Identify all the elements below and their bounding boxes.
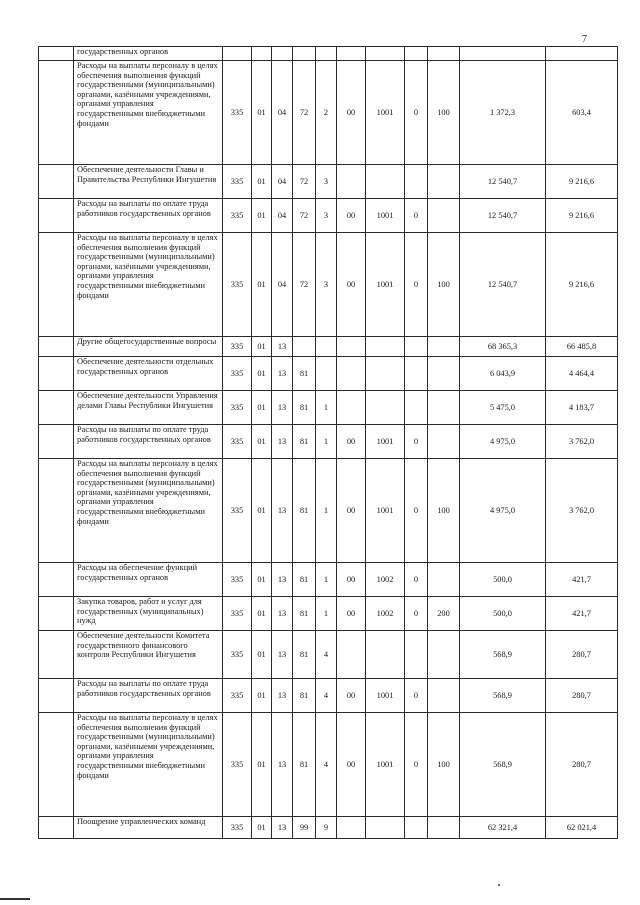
code-cell: 13 xyxy=(272,817,293,839)
code-cell xyxy=(428,357,460,391)
item-name-cell: Обеспечение деятельности отдельных государственных органов xyxy=(74,357,223,391)
scan-artifact xyxy=(0,898,30,900)
table-row xyxy=(39,357,618,391)
code-cell: 1001 xyxy=(366,61,405,165)
code-cell: 3 xyxy=(316,165,337,199)
code-cell: 81 xyxy=(293,425,316,459)
amount-cell: 5 475,0 xyxy=(460,391,546,425)
budget-table xyxy=(38,46,618,839)
code-cell: 00 xyxy=(337,563,366,597)
code-cell xyxy=(316,337,337,357)
item-name-cell: Расходы на выплаты персоналу в целях обеспечения выполнения функций государственными (муниципальными) органами, казёнными учреждениями, органами управления государственными внебюджетными фондами xyxy=(74,233,223,337)
page-number: 7 xyxy=(582,34,587,45)
code-cell: 13 xyxy=(272,425,293,459)
blank-cell xyxy=(39,61,74,165)
code-cell: 4 xyxy=(316,713,337,817)
code-cell: 100 xyxy=(428,233,460,337)
code-cell xyxy=(428,337,460,357)
code-cell: 01 xyxy=(252,391,272,425)
code-cell: 9 xyxy=(316,817,337,839)
code-cell: 00 xyxy=(337,679,366,713)
item-name-cell: Расходы на выплаты персоналу в целях обеспечения выполнения функций государственными (муниципальными) органами, казёнными учреждениями, органами управления государственными внебюджетными фондами xyxy=(74,459,223,563)
code-cell xyxy=(428,391,460,425)
code-cell: 0 xyxy=(405,713,428,817)
code-cell: 100 xyxy=(428,459,460,563)
blank-cell xyxy=(39,357,74,391)
code-cell: 335 xyxy=(223,391,252,425)
code-cell: 01 xyxy=(252,61,272,165)
blank-cell xyxy=(39,597,74,631)
code-cell: 04 xyxy=(272,233,293,337)
code-cell xyxy=(405,357,428,391)
amount-cell: 12 540,7 xyxy=(460,233,546,337)
table-row xyxy=(39,165,618,199)
amount-cell: 421,7 xyxy=(546,597,618,631)
amount-cell: 500,0 xyxy=(460,597,546,631)
code-cell xyxy=(366,817,405,839)
amount-cell: 68 365,3 xyxy=(460,337,546,357)
code-cell: 1001 xyxy=(366,425,405,459)
item-name-cell: Расходы на выплаты по оплате труда работников государственных органов xyxy=(74,199,223,233)
code-cell: 0 xyxy=(405,199,428,233)
code-cell: 335 xyxy=(223,679,252,713)
blank-cell xyxy=(39,199,74,233)
code-cell: 81 xyxy=(293,459,316,563)
table-row xyxy=(39,425,618,459)
blank-cell xyxy=(39,391,74,425)
code-cell: 81 xyxy=(293,597,316,631)
table-row xyxy=(39,597,618,631)
code-cell xyxy=(366,391,405,425)
blank-cell xyxy=(39,337,74,357)
table-row xyxy=(39,563,618,597)
code-cell xyxy=(428,425,460,459)
blank-cell xyxy=(39,563,74,597)
code-cell: 13 xyxy=(272,337,293,357)
code-cell: 1 xyxy=(316,597,337,631)
code-cell: 72 xyxy=(293,199,316,233)
code-cell xyxy=(337,817,366,839)
table-row xyxy=(39,679,618,713)
amount-cell: 66 485,8 xyxy=(546,337,618,357)
code-cell: 81 xyxy=(293,679,316,713)
amount-cell: 280,7 xyxy=(546,679,618,713)
amount-cell xyxy=(546,47,618,61)
code-cell: 0 xyxy=(405,425,428,459)
code-cell: 72 xyxy=(293,165,316,199)
amount-cell: 9 216,6 xyxy=(546,199,618,233)
code-cell xyxy=(366,631,405,679)
code-cell: 01 xyxy=(252,679,272,713)
code-cell: 3 xyxy=(316,233,337,337)
code-cell: 00 xyxy=(337,713,366,817)
code-cell: 1001 xyxy=(366,713,405,817)
code-cell xyxy=(337,391,366,425)
code-cell: 335 xyxy=(223,61,252,165)
amount-cell: 280,7 xyxy=(546,713,618,817)
code-cell xyxy=(337,165,366,199)
amount-cell: 4 975,0 xyxy=(460,459,546,563)
code-cell xyxy=(405,391,428,425)
blank-cell xyxy=(39,165,74,199)
code-cell xyxy=(428,563,460,597)
amount-cell: 421,7 xyxy=(546,563,618,597)
table-row xyxy=(39,713,618,817)
code-cell: 01 xyxy=(252,817,272,839)
code-cell: 13 xyxy=(272,631,293,679)
table-row xyxy=(39,817,618,839)
code-cell: 0 xyxy=(405,233,428,337)
blank-cell xyxy=(39,679,74,713)
code-cell xyxy=(293,337,316,357)
amount-cell: 12 540,7 xyxy=(460,199,546,233)
amount-cell: 62 321,4 xyxy=(460,817,546,839)
code-cell xyxy=(272,47,293,61)
code-cell: 0 xyxy=(405,597,428,631)
amount-cell: 9 216,6 xyxy=(546,233,618,337)
code-cell: 1001 xyxy=(366,679,405,713)
code-cell: 81 xyxy=(293,713,316,817)
code-cell xyxy=(366,357,405,391)
table-row xyxy=(39,199,618,233)
code-cell: 01 xyxy=(252,425,272,459)
code-cell xyxy=(428,165,460,199)
blank-cell xyxy=(39,631,74,679)
code-cell: 13 xyxy=(272,597,293,631)
amount-cell: 4 183,7 xyxy=(546,391,618,425)
code-cell: 1 xyxy=(316,459,337,563)
amount-cell: 6 043,9 xyxy=(460,357,546,391)
code-cell: 01 xyxy=(252,563,272,597)
code-cell: 1002 xyxy=(366,597,405,631)
blank-cell xyxy=(39,425,74,459)
item-name-cell: Расходы на выплаты персоналу в целях обеспечения выполнения функций государственными (муниципальными) органами, казённыеми учреждениями, органами управления государственными внебюджетными фондами xyxy=(74,713,223,817)
code-cell: 72 xyxy=(293,61,316,165)
amount-cell: 4 464,4 xyxy=(546,357,618,391)
table-row xyxy=(39,47,618,61)
code-cell xyxy=(337,47,366,61)
code-cell: 00 xyxy=(337,459,366,563)
amount-cell: 500,0 xyxy=(460,563,546,597)
code-cell xyxy=(316,47,337,61)
item-name-cell: государственных органов xyxy=(74,47,223,61)
code-cell: 100 xyxy=(428,713,460,817)
code-cell: 335 xyxy=(223,337,252,357)
code-cell: 0 xyxy=(405,563,428,597)
code-cell: 335 xyxy=(223,713,252,817)
amount-cell: 12 540,7 xyxy=(460,165,546,199)
code-cell: 13 xyxy=(272,459,293,563)
amount-cell: 3 762,0 xyxy=(546,425,618,459)
code-cell: 99 xyxy=(293,817,316,839)
code-cell xyxy=(337,357,366,391)
blank-cell xyxy=(39,47,74,61)
code-cell xyxy=(428,199,460,233)
amount-cell: 603,4 xyxy=(546,61,618,165)
code-cell: 1001 xyxy=(366,233,405,337)
code-cell xyxy=(366,337,405,357)
code-cell: 00 xyxy=(337,425,366,459)
code-cell xyxy=(366,47,405,61)
blank-cell xyxy=(39,817,74,839)
amount-cell xyxy=(460,47,546,61)
code-cell xyxy=(223,47,252,61)
code-cell: 0 xyxy=(405,459,428,563)
blank-cell xyxy=(39,713,74,817)
code-cell: 335 xyxy=(223,425,252,459)
code-cell: 335 xyxy=(223,563,252,597)
code-cell: 72 xyxy=(293,233,316,337)
amount-cell: 3 762,0 xyxy=(546,459,618,563)
code-cell: 04 xyxy=(272,199,293,233)
code-cell: 01 xyxy=(252,459,272,563)
code-cell: 4 xyxy=(316,679,337,713)
code-cell: 81 xyxy=(293,391,316,425)
code-cell xyxy=(293,47,316,61)
code-cell xyxy=(405,47,428,61)
code-cell: 335 xyxy=(223,233,252,337)
code-cell: 01 xyxy=(252,597,272,631)
amount-cell: 9 216,6 xyxy=(546,165,618,199)
code-cell: 13 xyxy=(272,563,293,597)
table-row xyxy=(39,233,618,337)
scan-artifact-dot xyxy=(498,884,500,886)
code-cell: 00 xyxy=(337,233,366,337)
code-cell: 13 xyxy=(272,357,293,391)
code-cell: 1002 xyxy=(366,563,405,597)
amount-cell: 4 975,0 xyxy=(460,425,546,459)
item-name-cell: Расходы на выплаты персоналу в целях обеспечения выполнения функций государственными (муниципальными) органами, казёнными учреждениями, органами управления государственными внебюджетными фондами xyxy=(74,61,223,165)
table-row xyxy=(39,631,618,679)
item-name-cell: Обеспечение деятельности Главы и Правительства Республики Ингушетия xyxy=(74,165,223,199)
code-cell xyxy=(337,631,366,679)
code-cell: 100 xyxy=(428,61,460,165)
code-cell xyxy=(337,337,366,357)
amount-cell: 568,9 xyxy=(460,713,546,817)
code-cell: 3 xyxy=(316,199,337,233)
code-cell: 81 xyxy=(293,631,316,679)
code-cell: 00 xyxy=(337,61,366,165)
code-cell: 01 xyxy=(252,713,272,817)
code-cell xyxy=(366,165,405,199)
table-row xyxy=(39,61,618,165)
code-cell: 01 xyxy=(252,165,272,199)
code-cell: 1 xyxy=(316,563,337,597)
code-cell xyxy=(316,357,337,391)
code-cell: 01 xyxy=(252,337,272,357)
code-cell: 335 xyxy=(223,165,252,199)
code-cell: 335 xyxy=(223,631,252,679)
code-cell: 335 xyxy=(223,817,252,839)
blank-cell xyxy=(39,459,74,563)
code-cell xyxy=(428,631,460,679)
code-cell: 1 xyxy=(316,425,337,459)
code-cell: 01 xyxy=(252,357,272,391)
item-name-cell: Поощрение управленческих команд xyxy=(74,817,223,839)
item-name-cell: Расходы на выплаты по оплате труда работников государственных органов xyxy=(74,425,223,459)
code-cell xyxy=(405,165,428,199)
code-cell: 00 xyxy=(337,597,366,631)
code-cell: 1001 xyxy=(366,459,405,563)
code-cell: 04 xyxy=(272,61,293,165)
code-cell: 335 xyxy=(223,199,252,233)
item-name-cell: Обеспечение деятельности Управления делами Главы Республики Ингушетия xyxy=(74,391,223,425)
code-cell xyxy=(405,817,428,839)
amount-cell: 568,9 xyxy=(460,631,546,679)
code-cell: 13 xyxy=(272,679,293,713)
code-cell xyxy=(428,817,460,839)
code-cell xyxy=(428,47,460,61)
code-cell: 0 xyxy=(405,61,428,165)
code-cell xyxy=(405,631,428,679)
blank-cell xyxy=(39,233,74,337)
code-cell: 200 xyxy=(428,597,460,631)
code-cell xyxy=(252,47,272,61)
item-name-cell: Расходы на выплаты по оплате труда работников государственных органов xyxy=(74,679,223,713)
amount-cell: 62 021,4 xyxy=(546,817,618,839)
code-cell: 13 xyxy=(272,713,293,817)
code-cell: 1 xyxy=(316,391,337,425)
code-cell: 0 xyxy=(405,679,428,713)
table-row xyxy=(39,337,618,357)
code-cell: 4 xyxy=(316,631,337,679)
code-cell: 335 xyxy=(223,357,252,391)
item-name-cell: Обеспечение деятельности Комитета государственного финансового контроля Республики Ингушетия xyxy=(74,631,223,679)
table-row xyxy=(39,391,618,425)
code-cell: 04 xyxy=(272,165,293,199)
code-cell xyxy=(405,337,428,357)
item-name-cell: Расходы на обеспечение функций государственных органов xyxy=(74,563,223,597)
code-cell: 01 xyxy=(252,199,272,233)
code-cell: 01 xyxy=(252,233,272,337)
code-cell: 335 xyxy=(223,459,252,563)
code-cell: 1001 xyxy=(366,199,405,233)
code-cell: 81 xyxy=(293,357,316,391)
code-cell: 13 xyxy=(272,391,293,425)
code-cell: 81 xyxy=(293,563,316,597)
code-cell: 00 xyxy=(337,199,366,233)
item-name-cell: Другие общегосударственные вопросы xyxy=(74,337,223,357)
table-row xyxy=(39,459,618,563)
amount-cell: 568,9 xyxy=(460,679,546,713)
code-cell: 2 xyxy=(316,61,337,165)
code-cell: 01 xyxy=(252,631,272,679)
code-cell: 335 xyxy=(223,597,252,631)
code-cell xyxy=(428,679,460,713)
amount-cell: 280,7 xyxy=(546,631,618,679)
item-name-cell: Закупка товаров, работ и услуг для государственных (муниципальных) нужд xyxy=(74,597,223,631)
amount-cell: 1 372,3 xyxy=(460,61,546,165)
